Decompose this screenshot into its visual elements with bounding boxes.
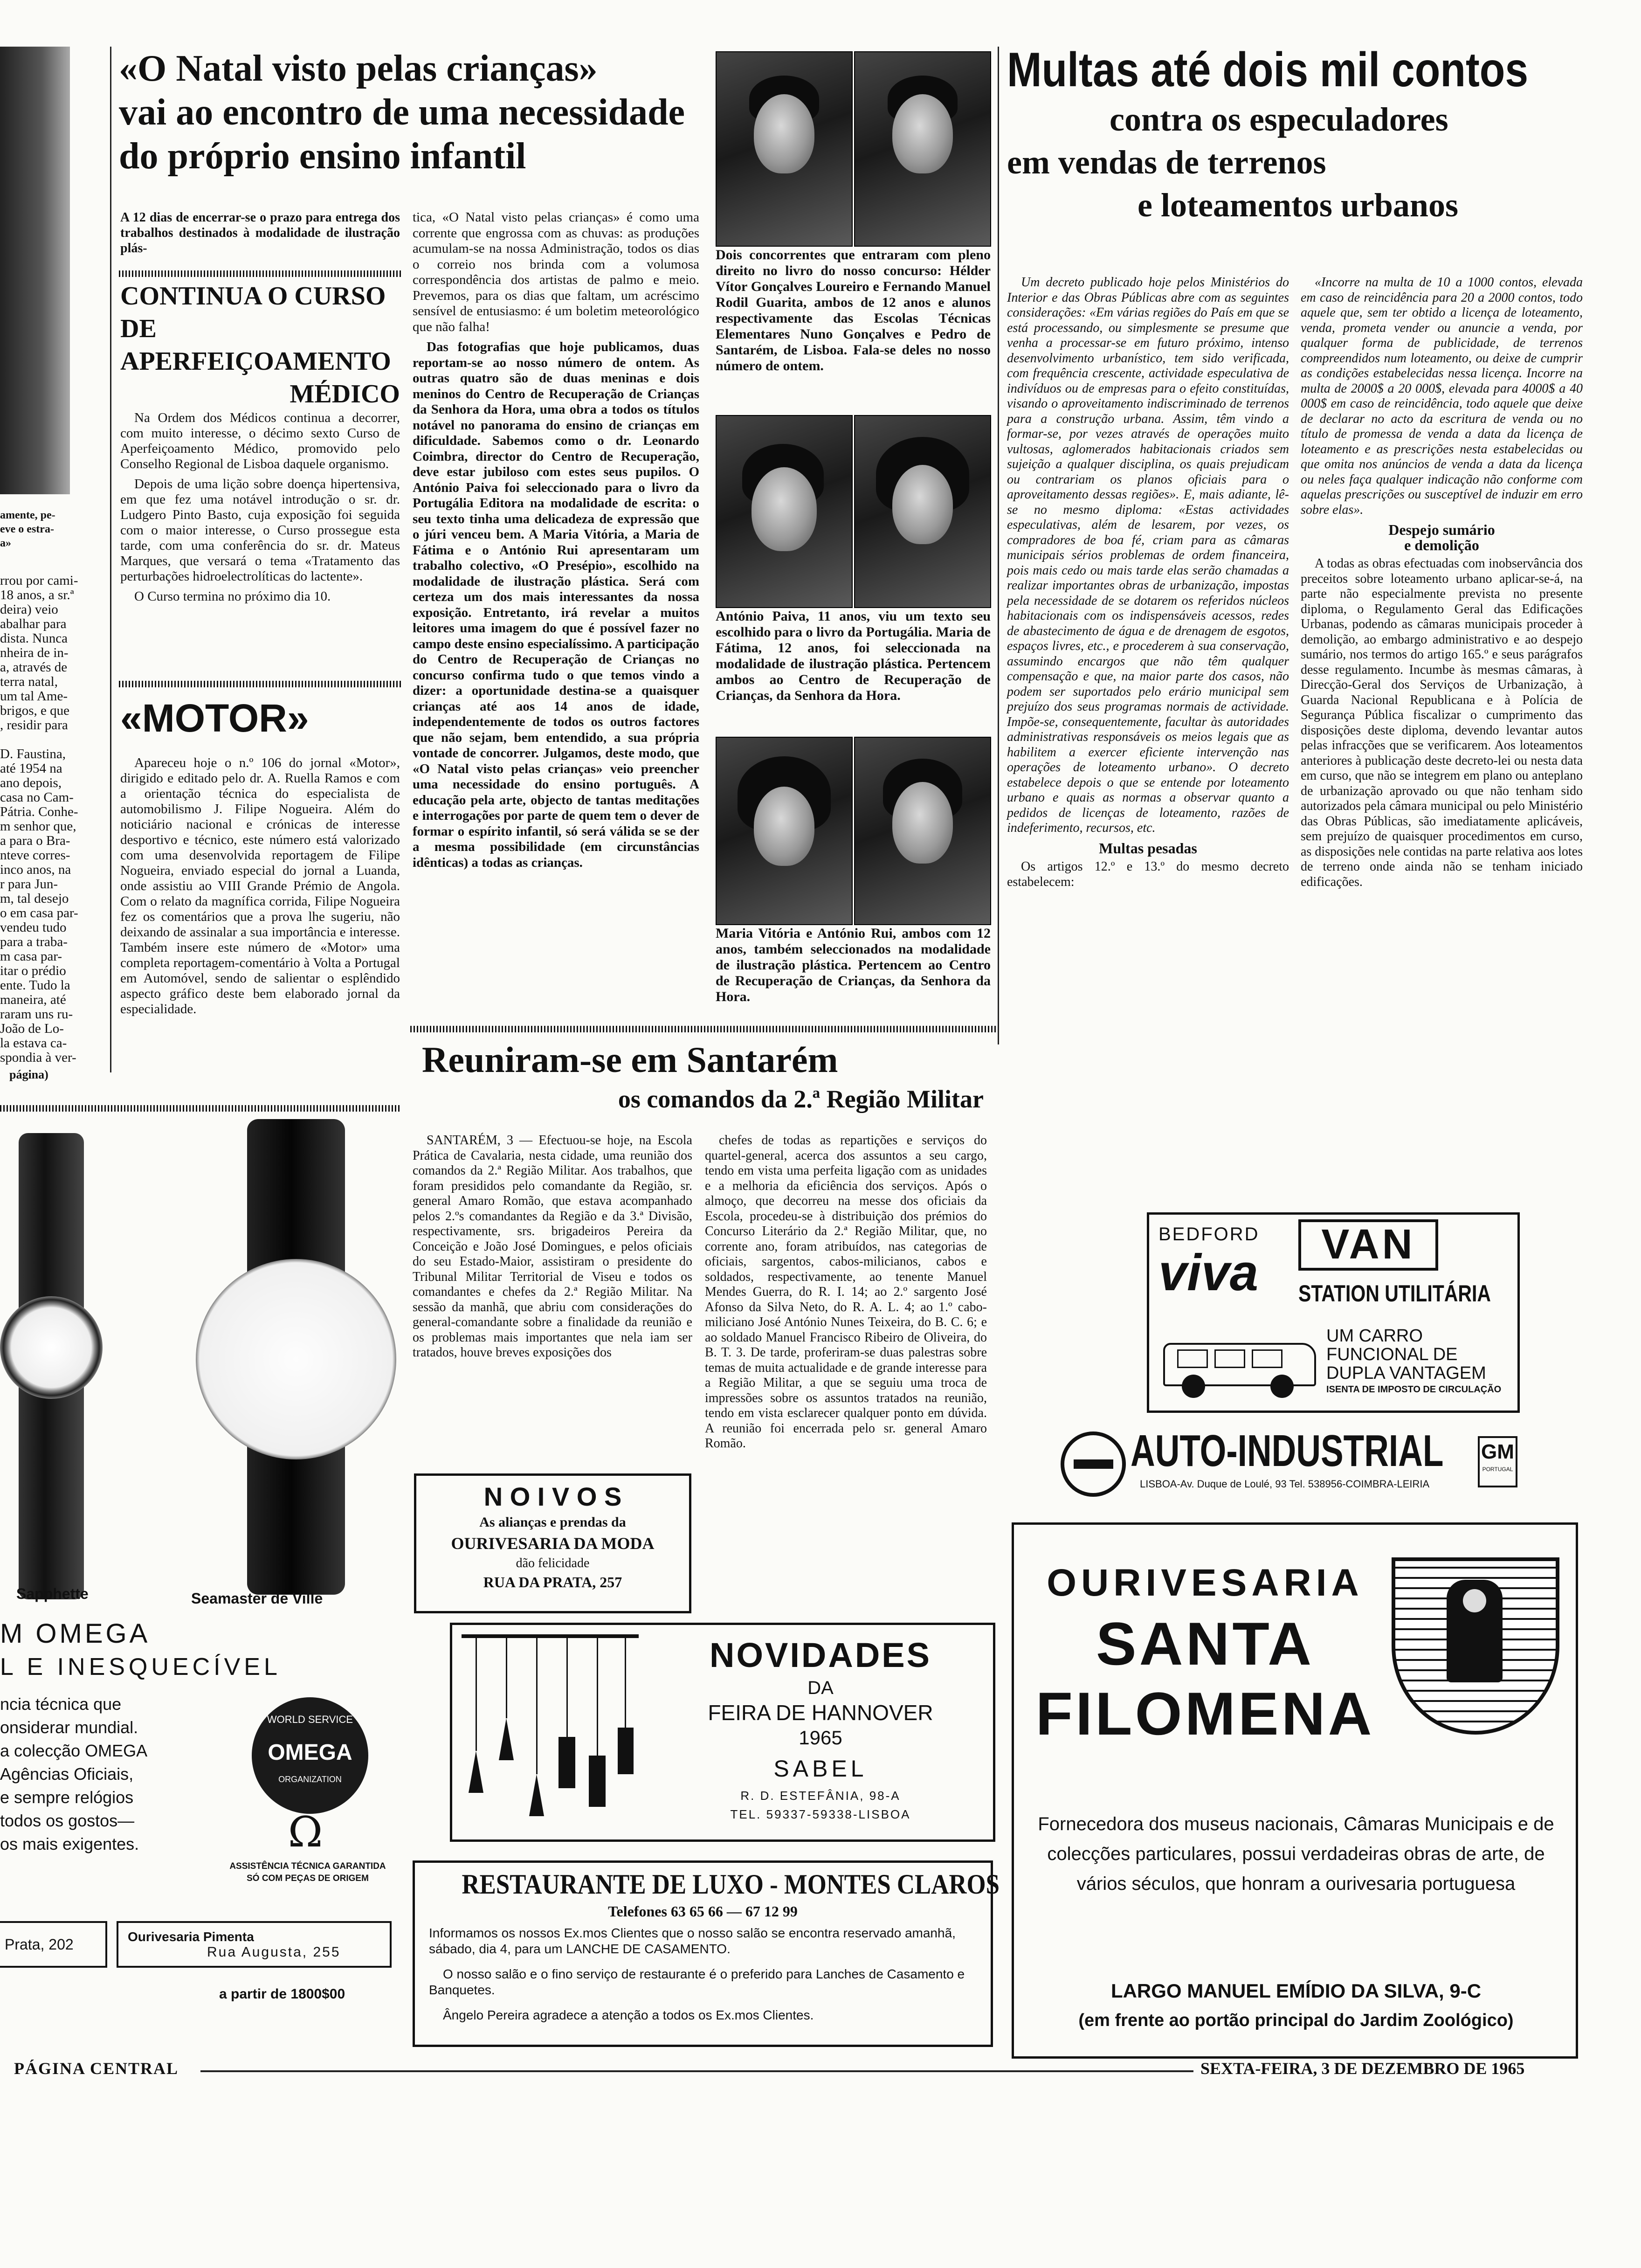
ad-novidades [450,1623,995,1842]
ad-noivos: N O I V O S As alianças e prendas da OURIVESARIA DA MODA dão felicidade RUA DA PRATA, 257 [414,1473,691,1613]
omega-price: a partir de 1800$00 [219,1986,345,2002]
omega-brand: M OMEGA [0,1618,151,1649]
multas-headline-line-3: em vendas de terrenos [1007,144,1326,181]
watch-seamaster-icon [196,1259,396,1459]
omega-body-line: os mais exigentes. [0,1834,139,1853]
left-story-line: ano depois, [0,775,62,790]
left-story-line: maneira, até [0,992,66,1007]
left-story-line: João de Lo- [0,1021,64,1036]
left-story-line: brigos, e que [0,703,69,718]
left-story-line: r para Jun- [0,877,58,892]
natal-intro: A 12 dias de encerrar-se o prazo para entrega dos trabalhos destinados à modalidade de ilustração plás- [120,210,400,256]
omega-body-line: onsiderar mundial. [0,1718,138,1737]
multas-col-1: Um decreto publicado hoje pelos Ministérios do Interior e das Obras Públicas abre com as seguintes considerações: «Em várias regiões do País em que se está processando, ou simplesmente se presume que venha a processar-se em futuro próximo, intenso desenvolvimento urbanístico, tem sido verificada, com frequência crescente, actividade especulativa de indivíduos ou de empresas para o efeito constituídas, visando o aproveitamento indiscriminado de terrenos para a construção urbana. Assim, têm vindo a formar-se, por vezes através de operações muito vultosas, aglomerados habitacionais criados sem sujeição a qualquer disciplina, os quais prejudicam ou contrariam os planos oficiais para o aproveitamento dessas regiões». E, mais adiante, lê-se no mesmo diploma: «Estas actividades especulativas, além de lesarem, por vezes, os compradores de boa fé, criam para as câmaras municipais sérios problemas de ordem financeira, pois mais cedo ou mais tarde elas serão chamadas a realizar importantes obras de urbanização, impostas pela necessidade de se dotarem os referidos núcleos habitacionais com os indispensáveis acessos, redes de abastecimento de água e de drenagem de esgotos, espaços livres, etc., e procederem à sua conservação, assumindo encargos que não têm qualquer compensação e que, na maior parte dos casos, não podem ser suportados pelo erário municipal sem prejuízo dos seus programas normais de actividade. Impõe-se, consequentemente, facultar às autoridades administrativas responsáveis os meios legais que as habilitem a exercer eficiente intervenção nas operações de loteamento urbano». O decreto estabelece depois o que se entende por loteamento urbano e quais as normas a observar quanto a pedidos de licenças de loteamento, razões de indeferimento, recursos, etc. Multas pesadas Os artigos 12.º e 13.º do mesmo decreto estabelecem: [1007,275,1289,889]
omega-slogan: L E INESQUECÍVEL [0,1653,281,1680]
van-icon [1163,1334,1322,1399]
left-continued: página) [9,1068,48,1081]
santarem-col-1: SANTARÉM, 3 — Efectuou-se hoje, na Escola Prática de Cavalaria, nesta cidade, uma reunião dos comandos da 2.ª Região Militar. Aos trabalhos, que foram presididos pelo comandante da Região, sr. general Amaro Romão, que estava acompanhado pelos 2.ºs comandantes da Região e da 3.ª Divisão, respectivamente, srs. brigadeiros Pereira da Conceição e João José Domingues, e pelos oficiais do seu Estado-Maior, assistiram o presidente do Tribunal Militar Territorial de Viseu e todos os comandantes e chefes da 2.ª Região Militar. Na sessão da manhã, que abriu com considerações do general-comandante sobre a finalidade da reunião e os problemas mais importantes que nela iam ser tratados, houve breves exposições dos [413,1133,692,1360]
left-story-line: D. Faustina, [0,747,66,761]
natal-body [413,210,699,989]
gm-logo: GM PORTUGAL [1478,1436,1517,1487]
left-story [0,574,106,1068]
left-story-line: m casa par- [0,949,62,964]
photo-maria-fatima [854,415,991,608]
left-story-line: a para o Bra- [0,833,70,848]
left-story-line: nteve corres- [0,848,70,863]
motor-body: Apareceu hoje o n.º 106 do jornal «Motor», dirigido e editado pelo dr. A. Ruella Ramos e com a orientação técnica do especialista de automobilismo J. Filipe Nogueira. Além do noticiário nacional e crónicas de interesse desportivo e técnico, este número está valorizado com uma desenvolvida reportagem de Filipe Nogueira, enviado especial do jornal a Luanda, onde assistiu ao VIII Grande Prémio de Angola. Com o relato da magnífica corrida, Filipe Nogueira fez os comentários que a prova lhe sugeriu, não deixando de assinalar a sua importância e interesse. Também insere este número de «Motor» uma completa reportagem-comentário à Volta a Portugal em Automóvel, sendo de salientar o esplêndido aspecto gráfico deste bem elaborado jornal da especialidade. [120,755,400,1016]
left-story-line: dista. Nunca [0,631,68,646]
omega-body-line: e sempre relógios [0,1788,134,1807]
left-story-line: m senhor que, [0,819,76,834]
watch-sapphette-icon [0,1296,103,1399]
watch-label-1: Sapphette [16,1585,89,1602]
photo-caption-2: António Paiva, 11 anos, viu um texto seu escolhido para o livro da Portugália. Maria de Fátima, 12 anos, foi seleccionada na modalidade de ilustração plástica. Pertencem ambos ao Centro de Recuperação de Crianças, da Senhora da Hora. [716,608,991,703]
santarem-col-2: chefes de todas as repartições e serviços do quartel-general, acerca dos assuntos a seu cargo, tendo em vista uma perfeita ligação com as unidades e a melhoria da eficiência dos serviços. Após o almoço, que decorreu na messe dos oficiais da Escola, procedeu-se à distribuição dos prémios do Concurso Literário da 2.ª Região Militar, que, no corrente ano, foram atribuídos, nas categorias de oficiais, sargentos, cabos-milicianos, cabos e soldados, respectivamente, ao tenente Manuel Mendes Guerra, do R. I. 14; ao 2.º sargento José Afonso da Silva Neto, do R. A. L. 4; ao 1.º cabo-miliciano José António Nunes Teixeira, do B. C. 6; e ao soldado Manuel Francisco Ribeiro de Oliveira, do B. T. 3. De tarde, proferiram-se duas palestras sobre temas de muita actualidade e de grande interesse para a Região Militar, a que se seguiu uma troca de impressões sobre os assuntos tratados na reunião, tendo em vista esclarecer qualquer ponto em dúvida. A reunião foi encerrada pelo sr. general Amaro Romão. [705,1133,987,1451]
left-story-line: deira) veio [0,602,58,617]
left-story-line: , residir para [0,718,68,733]
left-story-line: até 1954 na [0,761,62,776]
omega-body [0,1693,214,1856]
multas-col-2: «Incorre na multa de 10 a 1000 contos, elevada em caso de reincidência para 20 a 2000 contos, todo aquele que, sem ter obtido a licença de loteamento, venda, prometa vender ou anuncie a venda, por qualquer forma de publicidade, de terrenos compreendidos num loteamento, ou deixe de cumprir as condições estabelecidas nessa licença. Incorre na multa de 2000$ a 20 000$, elevada para 4000$ a 40 000$ em caso de reincidência, todo aquele que deixe de declarar no acto da escritura de venda ou no título de promessa de venda a data da licença de loteamento e as prescrições nesta estabelecidas ou que omita nos anúncios de venda a data da licença ou neles faça qualquer indicação não conforme com aquelas prescrições ou susceptível de induzir em erro sobre elas». Despejo sumário e demolição A todas as obras efectuadas com inobservância dos preceitos sobre loteamento urbano aplicar-se-á, na parte não especialmente prevista no presente diploma, o Regulamento Geral das Edificações Urbanas, podendo as câmaras municipais proceder à demolição, ao embargo administrativo e ao despejo sumário, nos termos do artigo 165.º e seus parágrafos desse regulamento. Incumbe às mesmas câmaras, à Direcção-Geral dos Serviços de Urbanização, à Guarda Nacional Republicana e à Polícia de Segurança Pública fiscalizar o cumprimento das disposições deste diploma, devendo levantar autos pelas infracções que se verificarem. Aos loteamentos anteriores à publicação deste decreto-lei ou nesta data em curso, que não se integrem em plano ou anteplano de urbanização aprovado ou que não tenham sido autorizados pela câmara municipal ou pelo Ministério das Obras Públicas, são imediatamente aplicáveis, sem prejuízo de quaisquer procedimentos em curso, as disposições nele contidas na parte relativa aos lotes de terreno onde ainda não se tenham iniciado edificações. [1301,275,1583,889]
left-story-line: 18 anos, a sr.ª [0,588,74,602]
left-story-line: raram uns ru- [0,1007,73,1022]
left-story-line: casa no Cam- [0,790,74,805]
divider [119,270,401,277]
photo-maria-vitoria [716,737,853,925]
natal-headline-line-3: do próprio ensino infantil [119,136,526,177]
left-story-line: a, através de [0,660,68,675]
left-story-line: o em casa par- [0,906,78,920]
auto-industrial-logo-icon [1061,1431,1126,1497]
left-story-line: rrou por cami- [0,573,78,588]
left-story-line: ente. Tudo la [0,978,70,993]
left-photo [0,47,70,494]
left-story-line: nheira de in- [0,645,69,660]
left-story-line: vendeu tudo [0,920,67,935]
omega-guarantee: ASSISTÊNCIA TÉCNICA GARANTIDA SÓ COM PEÇAS DE ORIGEM [229,1861,386,1883]
photo-antonio-paiva [716,415,853,608]
ad-restaurante: RESTAURANTE DE LUXO - MONTES CLAROS Telefones 63 65 66 — 67 12 99 Informamos os nossos Ex.mos Clientes que o nosso salão se encontra reservado amanhã, sábado, dia 4, para um LANCHE DE CASAMENTO. O nosso salão e o fino serviço de restaurante é o preferido para Lanches de Casamento e Banquetes. Ângelo Pereira agradece a atenção a todos os Ex.mos Clientes. [413,1860,993,2047]
left-story-line [0,733,106,747]
left-photo-caption: amente, pe- eve o estra- a» [0,509,55,549]
footer-left: PÁGINA CENTRAL [14,2059,179,2078]
divider [0,1105,401,1112]
curso-body: Na Ordem dos Médicos continua a decorrer, com muito interesse, o décimo sexto Curso de Aperfeiçoamento Médico, promovido pelo Conselho Regional de Lisboa daquele organismo. Depois de uma lição sobre doença hipertensiva, em que fez uma notável introdução o sr. dr. Ludgero Pinto Basto, cuja exposição foi seguida com o maior interesse, o Curso prossegue esta tarde, com uma conferência do sr. dr. Mateus Marques, que versará o tema «Tratamento das perturbações hidroelectrolíticas do lactente». O Curso termina no próximo dia 10. [120,410,400,604]
left-story-line: m, tal desejo [0,891,69,906]
omega-body-line: Agências Oficiais, [0,1764,134,1784]
column-rule [998,47,999,1044]
lamps-illustration [462,1634,639,1830]
natal-paragraph-1: tica, «O Natal visto pelas crianças» é como uma corrente que engrossa com as chuvas: as produções acumulam-se na nossa Administração, todos os dias o correio nos brinda com a volumosa correspondência dos artistas de palmo e meio. Prevemos, para os dias que faltam, um acréscimo sensível de entusiasmo: é um boletim meteorológico que não falha! [413,210,699,334]
photo-helder [716,51,853,247]
ad-bedford: BEDFORD viva VAN STATION UTILITÁRIA UM CARRO FUNCIONAL DE DUPLA VANTAGEM ISENTA DE IMPOSTO DE CIRCULAÇÃO [1147,1212,1520,1413]
santarem-headline: Reuniram-se em Santarém os comandos da 2.ª Região Militar [422,1039,984,1113]
multas-headline [1007,42,1585,266]
omega-body-line: ncia técnica que [0,1694,122,1714]
footer-right: SEXTA-FEIRA, 3 DE DEZEMBRO DE 1965 [1200,2059,1525,2078]
footer-rule [200,2070,1193,2072]
left-story-line: Pátria. Conhe- [0,804,78,819]
left-story-line: itar o prédio [0,963,66,978]
natal-headline [119,47,702,201]
left-story-line: terra natal, [0,674,58,689]
multas-headline-line-2: contra os especuladores [1110,101,1448,138]
omega-symbol-icon: Ω [288,1808,323,1857]
coat-of-arms-icon [1392,1557,1559,1735]
multas-headline-line-4: e loteamentos urbanos [1138,187,1458,224]
column-rule [110,47,111,1072]
natal-paragraph-2: Das fotografias que hoje publicamos, duas reportam-se ao nosso número de ontem. As outras quatro são de duas meninas e dois meninos do Centro de Recuperação de Crianças da Senhora da Hora, uma obra a todos os títulos notável no panorama do ensino de crianças em dificuldade. Sabemos como o dr. Leonardo Coimbra, director do Centro de Recuperação, deve estar jubiloso com estes seus pupilos. O António Paiva foi seleccionado para o livro da Portugália Editora na modalidade de escrita: o seu texto tinha uma delicadeza de expressão que o júri venceu bem. A Maria Vitória, a Maria de Fátima e o António Rui apresentaram um trabalho colectivo, «O Presépio», escolhido na modalidade de ilustração plástica. Será com certeza um dos mais interessantes da nossa exposição. Entretanto, irá revelar a muitos leitores uma imagem do que é possível fazer no campo deste ensino especialíssimo. A participação do Centro de Recuperação de Crianças no concurso confirma tudo o que temos vindo a dizer: a oportunidade destina-se a quaisquer crianças até aos 14 anos de idade, independentemente de todos os outros factores que não sejam, bem entendido, a sua própria vontade de concorrer. Julgamos, deste modo, que «O Natal visto pelas crianças» veio preencher uma necessidade do ensino português. A educação pela arte, objecto de tantas meditações e interrogações por parte de quem tem o dever de formar o espírito infantil, só será válida se se der a mesma possibilidade (em circunstâncias idênticas) a todas as crianças. [413,339,699,870]
watch-label-2: Seamaster de Ville [191,1590,323,1607]
natal-headline-line-2: vai ao encontro de uma necessidade [119,92,685,133]
novidades-text: NOVIDADES DA FEIRA DE HANNOVER 1965 SABEL R. D. ESTEFÂNIA, 98-A TEL. 59337-59338-LISBOA [708,1636,933,1821]
photo-caption-3: Maria Vitória e António Rui, ambos com 12 anos, também seleccionados na modalidade de ilustração plástica. Pertencem ao Centro de Recuperação de Crianças, da Senhora da Hora. [716,926,991,1004]
left-story-line: la estava ca- [0,1036,67,1051]
omega-address-box: Prata, 202 [0,1921,107,1968]
photo-fernando [854,51,991,247]
omega-shop-box: Ourivesaria Pimenta Rua Augusta, 255 [117,1921,392,1968]
photo-antonio-rui [854,737,991,925]
photo-caption-1: Dois concorrentes que entraram com pleno direito no livro do nosso concurso: Hélder Vítor Gonçalves Loureiro e Fernando Manuel Rodil Guarita, ambos de 12 anos e alunos respectivamente das Escolas Técnicas Elementares Nuno Gonçalves e Pedro de Santarém, de Lisboa. Fala-se deles no nosso número de ontem. [716,247,991,373]
natal-headline-line-1: «O Natal visto pelas crianças» [119,48,598,89]
ad-santa-filomena: OURIVESARIA SANTA FILOMENA Fornecedora dos museus nacionais, Câmaras Municipais e de colecções particulares, possui verdadeiras obras de arte, de vários séculos, que honram a ourivesaria portuguesa LARGO MANUEL EMÍDIO DA SILVA, 9-C (em frente ao portão principal do Jardim Zoológico) [1012,1522,1578,2059]
divider [119,681,401,687]
left-story-line: um tal Ame- [0,689,68,704]
omega-body-line: todos os gostos— [0,1811,135,1830]
ad-auto-industrial: AUTO-INDUSTRIAL LISBOA-Av. Duque de Loulé, 93 Tel. 538956-COIMBRA-LEIRIA GM PORTUGAL [1056,1427,1522,1501]
omega-seal: WORLD SERVICE OMEGA ORGANIZATION [252,1697,368,1814]
motor-headline: «MOTOR» [120,696,309,740]
ad-omega [0,1119,401,2042]
left-story-line: para a traba- [0,934,68,949]
left-story-line: abalhar para [0,616,67,631]
left-story-line: inco anos, na [0,862,71,877]
curso-headline: CONTINUA O CURSO DE APERFEIÇOAMENTO MÉDICO [120,282,400,408]
divider [410,1026,998,1032]
multas-headline-line-1: Multas até dois mil contos [1007,43,1529,97]
omega-body-line: a colecção OMEGA [0,1741,148,1760]
left-story-line: spondia à ver- [0,1050,76,1065]
